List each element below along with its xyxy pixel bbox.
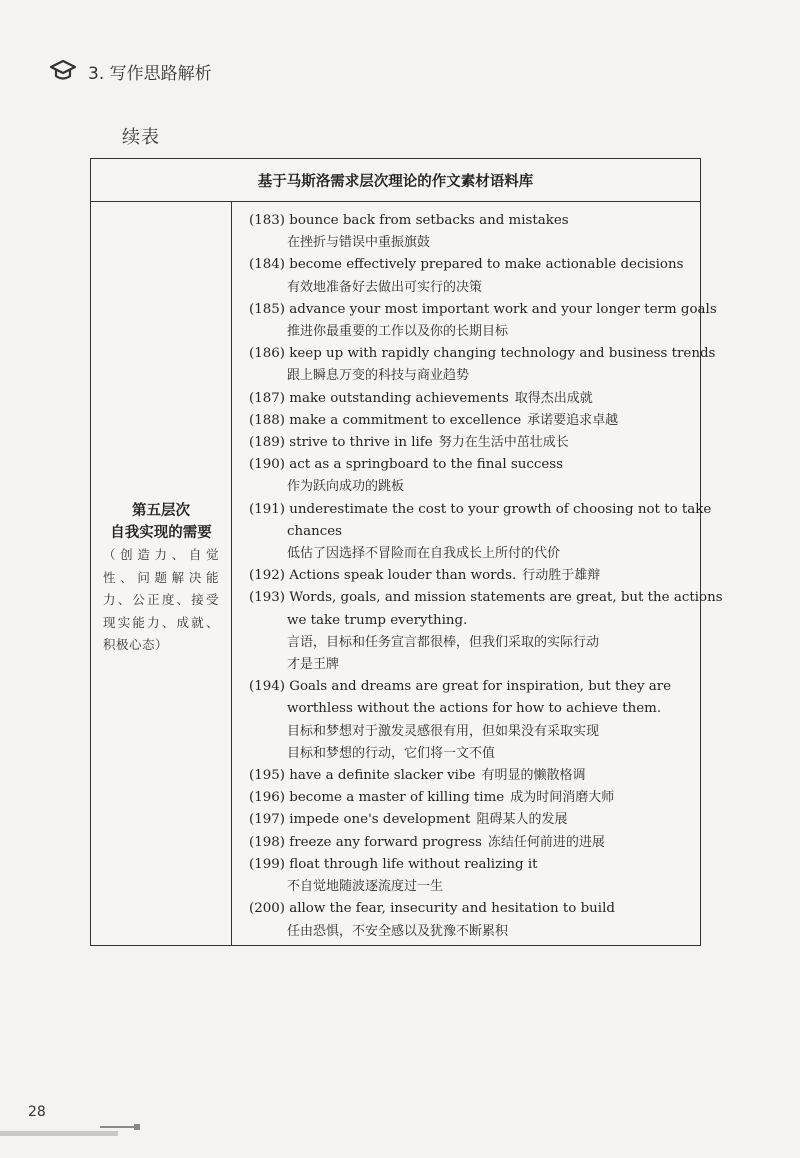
english-phrase: (186) keep up with rapidly changing technology and business trends <box>249 346 716 362</box>
chinese-translation: 有明显的懒散格调 <box>481 768 586 784</box>
list-item <box>249 343 716 387</box>
graduation-cap-icon <box>48 58 78 84</box>
english-phrase: (184) become effectively prepared to make actionable decisions <box>249 257 684 273</box>
english-phrase: worthless without the actions for how to achieve them. <box>287 701 662 717</box>
footer-bar <box>0 1131 118 1136</box>
english-phrase: (192) Actions speak louder than words. <box>249 568 517 584</box>
phrase-line <box>249 832 694 854</box>
chinese-translation: 言语，目标和任务宣言都很棒，但我们采取的实际行动 <box>287 634 600 650</box>
list-item <box>249 499 712 566</box>
continued-label: 续表 <box>122 127 160 148</box>
chinese-translation: 推进你最重要的工作以及你的长期目标 <box>287 324 509 340</box>
english-phrase: (187) make outstanding achievements <box>249 390 509 406</box>
chinese-translation: 有效地准备好去做出可实行的决策 <box>287 279 483 295</box>
phrase-line <box>249 410 694 432</box>
english-phrase: (185) advance your most important work and your longer term goals <box>249 301 717 317</box>
chinese-translation: 任由恐惧，不安全感以及犹豫不断累积 <box>287 923 509 939</box>
chinese-translation: 成为时间消磨大师 <box>510 790 615 806</box>
list-item <box>249 832 694 854</box>
list-item <box>249 587 723 676</box>
english-phrase: (200) allow the fear, insecurity and hesitation to build <box>249 901 615 917</box>
chinese-translation: 阻碍某人的发展 <box>476 812 568 828</box>
chinese-translation: 目标和梦想对于激发灵感很有用，但如果没有采取实现 <box>287 723 600 739</box>
chinese-translation: 跟上瞬息万变的科技与商业趋势 <box>287 368 470 384</box>
english-phrase: (195) have a definite slacker vibe <box>249 768 476 784</box>
table-title: 基于马斯洛需求层次理论的作文素材语料库 <box>91 159 700 202</box>
list-item <box>249 676 694 765</box>
list-item <box>249 787 694 809</box>
level-column <box>91 202 232 945</box>
english-phrase: (191) underestimate the cost to your growth of choosing not to take <box>249 501 712 517</box>
footer-rule <box>100 1126 134 1128</box>
phrase-line <box>249 432 694 454</box>
list-item <box>249 254 694 298</box>
chinese-translation: 目标和梦想的行动，它们将一文不值 <box>287 745 496 761</box>
list-item <box>249 898 694 942</box>
chinese-translation: 作为跃向成功的跳板 <box>287 479 405 495</box>
material-table <box>90 158 723 946</box>
english-phrase: we take trump everything. <box>287 612 468 628</box>
list-item <box>249 565 694 587</box>
english-phrase: (188) make a commitment to excellence <box>249 412 522 428</box>
chinese-translation: 承诺要追求卓越 <box>527 412 619 428</box>
page-number: 28 <box>28 1104 46 1120</box>
english-phrase: (199) float through life without realizing it <box>249 856 538 872</box>
chinese-translation: 行动胜于雄辩 <box>522 568 601 584</box>
english-phrase: (194) Goals and dreams are great for inspiration, but they are <box>249 679 672 695</box>
english-phrase: chances <box>287 523 343 539</box>
list-item <box>249 210 694 254</box>
phrase-line <box>249 787 694 809</box>
level-cell <box>103 500 219 657</box>
phrase-line <box>249 388 694 410</box>
chinese-translation: 取得杰出成就 <box>514 390 593 406</box>
english-phrase: (190) act as a springboard to the final success <box>249 457 564 473</box>
list-item <box>249 765 694 787</box>
list-item <box>249 432 694 454</box>
list-item <box>249 854 694 898</box>
phrase-list <box>249 210 723 943</box>
chinese-translation: 不自觉地随波逐流度过一生 <box>287 879 444 895</box>
level-subtitle: 自我实现的需要 <box>110 525 212 541</box>
english-phrase: (193) Words, goals, and mission statements are great, but the actions <box>249 590 723 606</box>
list-item <box>249 454 694 498</box>
footer-marker <box>134 1124 140 1130</box>
level-title: 第五层次 <box>132 503 190 519</box>
level-description: （创造力、自觉性、问题解决能力、公正度、接受现实能力、成就、积极心态） <box>103 547 219 652</box>
english-phrase: (189) strive to thrive in life <box>249 435 433 451</box>
english-phrase: (197) impede one's development <box>249 812 471 828</box>
list-item <box>249 809 694 831</box>
chinese-translation: 冻结任何前进的进展 <box>487 834 605 850</box>
english-phrase: (183) bounce back from setbacks and mistakes <box>249 213 569 228</box>
phrase-line <box>249 765 694 787</box>
chinese-translation: 努力在生活中茁壮成长 <box>438 435 569 451</box>
chinese-translation: 在挫折与错误中重振旗鼓 <box>287 235 431 251</box>
section-header <box>48 58 212 84</box>
table-body <box>91 202 723 945</box>
list-item <box>249 388 694 410</box>
list-item <box>249 410 694 432</box>
english-phrase: (196) become a master of killing time <box>249 790 505 806</box>
phrase-line <box>249 809 694 831</box>
chinese-translation: 才是王牌 <box>287 657 340 673</box>
english-phrase: (198) freeze any forward progress <box>249 834 482 850</box>
section-title: 3. 写作思路解析 <box>88 63 212 84</box>
chinese-translation: 低估了因选择不冒险而在自我成长上所付的代价 <box>287 546 561 562</box>
phrase-line <box>249 565 694 587</box>
list-item <box>249 299 717 343</box>
